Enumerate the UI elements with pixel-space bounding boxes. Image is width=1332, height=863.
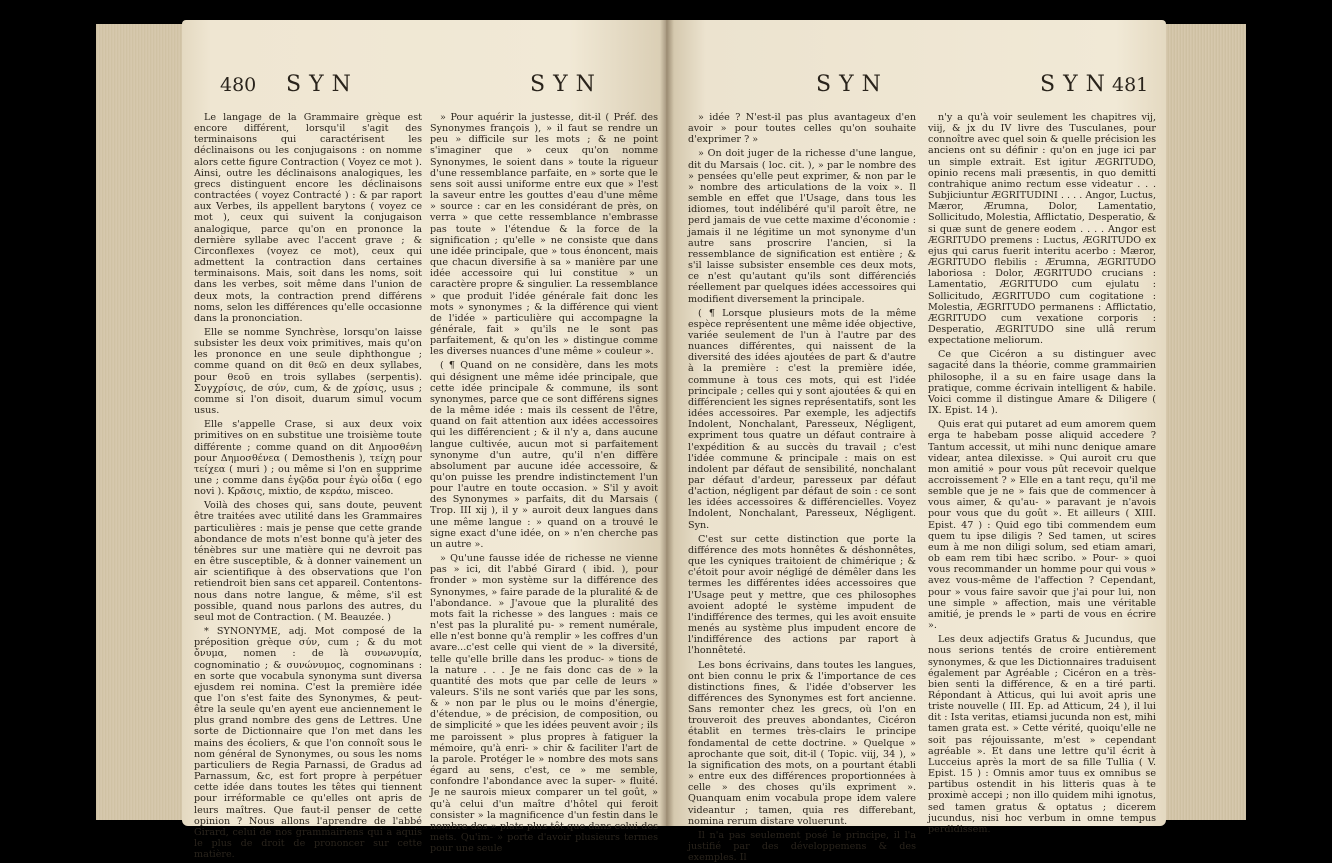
running-head-right: SYN	[530, 72, 603, 97]
running-head-left: SYN	[286, 72, 359, 97]
text-column-2	[928, 112, 1156, 835]
paragraph: Elle se nomme Synchrèse, lorsqu'on laisse subsister les deux voix primitives, mais qu'on les prononce en une seule diphthongue ; comme quand on dit θεῶ en deux syllabes, pour θεοῦ en trois syllabes (serpentis). Συγχρίσις, de σύν, cum, & de χρίσις, usus ; comme si l'on disoit, duarum simul vocum usus.	[194, 326, 422, 417]
paragraph: n'y a qu'à voir seulement les chapitres vij, viij, & jx du IV livre des Tusculanes, pour connoître avec quel soin & quelle précision les anciens ont su définir : qu'on en juge ici par un simple extrait. Est igitur ÆGRITUDO, opinio recens mali præsentis, in quo demitti contrahique animo rectum esse videatur . . . Subjiciuntur ÆGRITUDINI . . . . Angor, Luctus, Mæror, Ærumna, Dolor, Lamentatio, Sollicitudo, Molestia, Afflictatio, Desperatio, & si quæ sunt de genere eodem . . . . Angor est ÆGRITUDO premens : Luctus, ÆGRITUDO ex ejus qui carus fuerit interitu acerbo : Mæror, ÆGRITUDO flebilis : Ærumna, ÆGRITUDO laboriosa : Dolor, ÆGRITUDO crucians : Lamentatio, ÆGRITUDO cum ejulatu : Sollicitudo, ÆGRITUDO cum cogitatione : Molestia, ÆGRITUDO permanens : Afflictatio, ÆGRITUDO cum vexatione corporis : Desperatio, ÆGRITUDO sine ullâ rerum expectatione meliorum.	[928, 112, 1156, 347]
paragraph: » On doit juger de la richesse d'une langue, dit du Marsais ( loc. cit. ), » par le nombre des » pensées qu'elle peut exprimer, & non par le » nombre des articulations de la voix ». Il semble en effet que l'Usage, dans tous les idiomes, tout indélibéré qu'il paroît être, ne perd jamais de vue cette maxime d'économie : jamais il ne légitime un mot synonyme d'un autre sans proscrire l'ancien, si la ressemblance de signification est entière ; & s'il laisse subsister ensemble ces deux mots, ce n'est qu'autant qu'ils sont différenciés réellement par quelques idées accessoires qui modifient diversement la principale.	[688, 148, 916, 305]
text-column-2	[430, 112, 658, 855]
running-head-right: SYN	[1040, 72, 1113, 97]
paragraph: * SYNONYME, adj. Mot composé de la préposition grèque σύν, cum ; & du mot ὄνυμα, nomen : de là συνωνυμία, cognominatio ; & συνώνυμος, cognominans : en sorte que vocabula synonyma sunt diversa ejusdem rei nomina. C'est la première idée que l'on s'est faite des Synonymes, & peut-être la seule qu'en ayent eue anciennement le plus grand nombre des gens de Lettres. Une sorte de Dictionnaire que l'on met dans les mains des écoliers, & que l'on connoît sous le nom général de Synonymes, ou sous les noms particuliers de Regia Parnassi, de Gradus ad Parnassum, &c, est fort propre à perpétuer cette idée dans toutes les têtes qui tiennent pour irréformable ce qu'elles ont apris de leurs maîtres. Que faut-il penser de cette opinion ? Nous allons l'aprendre de l'abbé Girard, celui de nos grammairiens qui a aquis le plus de droit de prononcer sur cette matière.	[194, 626, 422, 861]
paragraph: » idée ? N'est-il pas plus avantageux d'en avoir » pour toutes celles qu'on souhaite d'exprimer ? »	[688, 112, 916, 146]
paragraph: ( ¶ Lorsque plusieurs mots de la même espèce représentent une même idée objective, variée seulement de l'un à l'autre par des nuances différentes, qui naissent de la diversité des idées ajoutées de part & d'autre à la première : c'est la première idée, commune à tous ces mots, qui est l'idée principale ; celles qui y sont ajoutées & qui en différencient les signes représentatifs, sont les idées accessoires. Par exemple, les adjectifs Indolent, Nonchalant, Paresseux, Négligent, expriment tous quatre un défaut contraire à l'expédition & au succès du travail ; c'est l'idée commune & principale : mais on est indolent par défaut de sensibilité, nonchalant par défaut d'ardeur, paresseux par défaut d'action, négligent par défaut de soin : ce sont les idées accessoires & différencielles. Voyez Indolent, Nonchalant, Paresseux, Négligent. Syn.	[688, 307, 917, 531]
book-gutter	[660, 20, 674, 826]
paragraph: Voilà des choses qui, sans doute, peuvent être traitées avec utilité dans les Grammaires particulières : mais je pense que cette grande abondance de mots n'est bonne qu'à jeter des ténèbres sur une matière qui ne devroit pas en être susceptible, & à donner vainement un air scientifique à des observations que l'on retiendroit bien sans cet appareil. Contentons-nous dans notre langue, & même, s'il est possible, quand nous parlons des autres, du seul mot de Contraction. ( M. Beauzée. )	[194, 500, 422, 623]
paragraph: Les deux adjectifs Gratus & Jucundus, que nous serions tentés de croire entièrement synonymes, & que les Dictionnaires traduisent également par Agréable ; Cicéron en a très-bien senti la différence, & en a tiré parti. Répondant à Atticus, qui lui avoit apris une triste nouvelle ( III. Ep. ad Atticum, 24 ), il lui dit : Ista veritas, etiamsi jucunda non est, mihi tamen grata est. » Cette vérité, quoiqu'elle ne soit pas réjouissante, m'est » cependant agréable ». Et dans une lettre qu'il écrit à Lucceius après la mort de sa fille Tullia ( V. Epist. 15 ) : Omnis amor tuus ex omnibus se partibus ostendit in his litteris quas à te proximè accepi ; non illo quidem mihi ignotus, sed tamen gratus & optatus ; dicerem jucundus, nisi hoc verbum in omne tempus perdidissem.	[928, 634, 1156, 835]
page-edges-right	[1166, 24, 1246, 820]
paragraph: Elle s'appelle Crase, si aux deux voix primitives on en substitue une troisième toute différente ; comme quand on dit Δημοσθένη pour Δημοσθένεα ( Demosthenis ), τείχη pour τείχεα ( muri ) ; ou même si l'on en supprime une ; comme dans ἐγῷδα pour ἐγὼ οἶδα ( ego novi ). Κρᾶσις, mixtio, de κεράω, misceo.	[194, 419, 422, 498]
paragraph: Quis erat qui putaret ad eum amorem quem erga te habebam posse aliquid accedere ? Tantum accessit, ut mihi nunc denique amare videar, antea dilexisse. » Qui auroit cru que mon amitié » pour vous pût recevoir quelque accroissement ? » Elle en a tant reçu, qu'il me semble que je ne » fais que de commencer à vous aimer, & qu'au- » paravant je n'avois pour vous que du goût ». Et ailleurs ( XIII. Epist. 47 ) : Quid ego tibi commendem eum quem tu ipse diligis ? Sed tamen, ut scires eum à me non diligi solum, sed etiam amari, ob eam rem tibi hæc scribo. » Pour- » quoi vous recommander un homme pour qui vous » avez vous-même de l'affection ? Cependant, pour » vous faire savoir que j'ai pour lui, non une simple » affection, mais une véritable amitié, je prends le » parti de vous en écrire ».	[928, 419, 1156, 632]
paragraph: ( ¶ Quand on ne considère, dans les mots qui désignent une même idée principale, que cette idée principale & commune, ils sont synonymes, parce que ce sont différens signes de la même idée : mais ils cessent de l'être, quand on fait attention aux idées accessoires qui les différencient ; & il n'y a, dans aucune langue cultivée, aucun mot si parfaitement synonyme d'un autre, qu'il n'en diffère absolument par aucune idée accessoire, & qu'on puisse les prendre indistinctement l'un pour l'autre en toute occasion. » S'il y avoit des Synonymes » parfaits, dit du Marsais ( Trop. III xij ), il y » auroit deux langues dans une même langue : » quand on a trouvé le signe exact d'une idée, on » n'en cherche pas un autre ».	[430, 360, 658, 550]
page-number: 480	[220, 74, 257, 96]
running-head-left: SYN	[816, 72, 889, 97]
text-column-1	[688, 112, 917, 863]
paragraph: » Qu'une fausse idée de richesse ne vienne pas » ici, dit l'abbé Girard ( ibid. ), pour fronder » mon système sur la différence des Synonymes, » faire parade de la pluralité & de l'abondance. » J'avoue que la pluralité des mots fait la richesse » des langues : mais ce n'est pas la pluralité pu- » rement numérale, elle n'est bonne qu'à remplir » les coffres d'un avare...c'est celle qui vient de » la diversité, telle qu'elle brille dans les produc- » tions de la nature . . . Je ne fais donc cas de » la quantité des mots que par celle de leurs » valeurs. S'ils ne sont variés que par les sons, & » non par le plus ou le moins d'énergie, d'étendue, » de précision, de composition, ou de simplicité » que les idées peuvent avoir ; ils me paroissent » plus propres à fatiguer la mémoire, qu'à enri- » chir & faciliter l'art de la parole. Protéger le » nombre des mots sans égard au sens, c'est, ce » me semble, confondre l'abondance avec la super- » fluité. Je ne saurois mieux comparer un tel goût, » qu'à celui d'un maître d'hôtel qui feroit consister » la magnificence d'un festin dans le nombre des » plats plus tôt que dans celui des mets. Qu'im- » porte d'avoir plusieurs termes pour une seule	[430, 553, 658, 855]
paragraph: C'est sur cette distinction que porte la différence des mots honnêtes & déshonnêtes, que les cyniques traitoient de chimérique ; & c'étoit pour avoir négligé de démêler dans les termes les différentes idées accessoires que l'Usage peut y mettre, que ces philosophes avoient adopté le système impudent de l'indifférence des termes, qui les avoit ensuite menés au système plus impudent encore de l'indifférence des actions par raport à l'honnêteté.	[688, 533, 916, 657]
paragraph: Les bons écrivains, dans toutes les langues, ont bien connu le prix & l'importance de ces distinctions fines, & l'idée d'observer les différences des Synonymes est fort ancienne. Sans remonter chez les grecs, où l'on en trouveroit des preuves abondantes, Cicéron établit en termes très-clairs le principe fondamental de cette doctrine. » Quelque » aprochante que soit, dit-il ( Topic. viij, 34 ), » la signification des mots, on a pourtant établi » entre eux des différences proportionnées à celle » des choses qu'ils expriment ». Quanquam enim vocabula prope idem valere videantur ; tamen, quia res differebant, nomina rerum distare voluerunt.	[688, 659, 916, 827]
page-edges-left	[96, 24, 184, 820]
right-page	[666, 20, 1166, 863]
paragraph: » Pour aquérir la justesse, dit-il ( Préf. des Synonymes françois ), » il faut se rendre un peu » difficile sur les mots ; & ne point s'imaginer que » ceux qu'on nomme Synonymes, le soient dans » toute la rigueur d'une ressemblance parfaite, en » sorte que le sens soit aussi uniforme entre eux que » l'est la saveur entre les gouttes d'eau d'une même » source : car en les considérant de près, on verra » que cette ressemblance n'embrasse pas toute » l'étendue & la force de la signification ; qu'elle » ne consiste que dans une idée principale, que » tous énoncent, mais que chacun diversifie à sa » manière par une idée accessoire qui lui constitue » un caractère propre & singulier. La ressemblance » que produit l'idée générale fait donc les mots » synonymes ; & la différence qui vient de l'idée » particulière qui accompagne la générale, fait » qu'ils ne le sont pas parfaitement, & qu'on les » distingue comme les diverses nuances d'une même » couleur ».	[430, 112, 658, 358]
paragraph: Ce que Cicéron a su distinguer avec sagacité dans la théorie, comme grammairien philosophe, il a su en faire usage dans la pratique, comme écrivain intelligent & habile. Voici comme il distingue Amare & Diligere ( IX. Epist. 14 ).	[928, 349, 1156, 417]
paragraph: Le langage de la Grammaire grèque est encore différent, lorsqu'il s'agit des terminaisons qui caractérisent les déclinaisons ou les conjugaisons : on nomme alors cette figure Contraction ( Voyez ce mot ). Ainsi, outre les déclinaisons analogiques, les grecs distinguent encore les déclinaisons contractées ( voyez Contracté ) : & par raport aux Verbes, ils appellent barytons ( voyez ce mot ), ceux qui suivent la conjugaison analogique, parce qu'on en prononce la dernière syllabe avec l'accent grave ; & Circonflexes (voyez ce mot), ceux qui admettent la contraction dans certaines terminaisons. Mais, soit dans les noms, soit dans les verbes, soit même dans l'union de deux mots, la contraction prend différens noms, selon les différences qu'elle occasionne dans la prononciation.	[194, 112, 422, 324]
page-number: 481	[1112, 74, 1149, 96]
paragraph: Il n'a pas seulement posé le principe, il l'a justifié par des développemens & des exemples. Il	[688, 829, 916, 863]
left-page	[182, 20, 666, 861]
text-column-1	[194, 112, 422, 861]
